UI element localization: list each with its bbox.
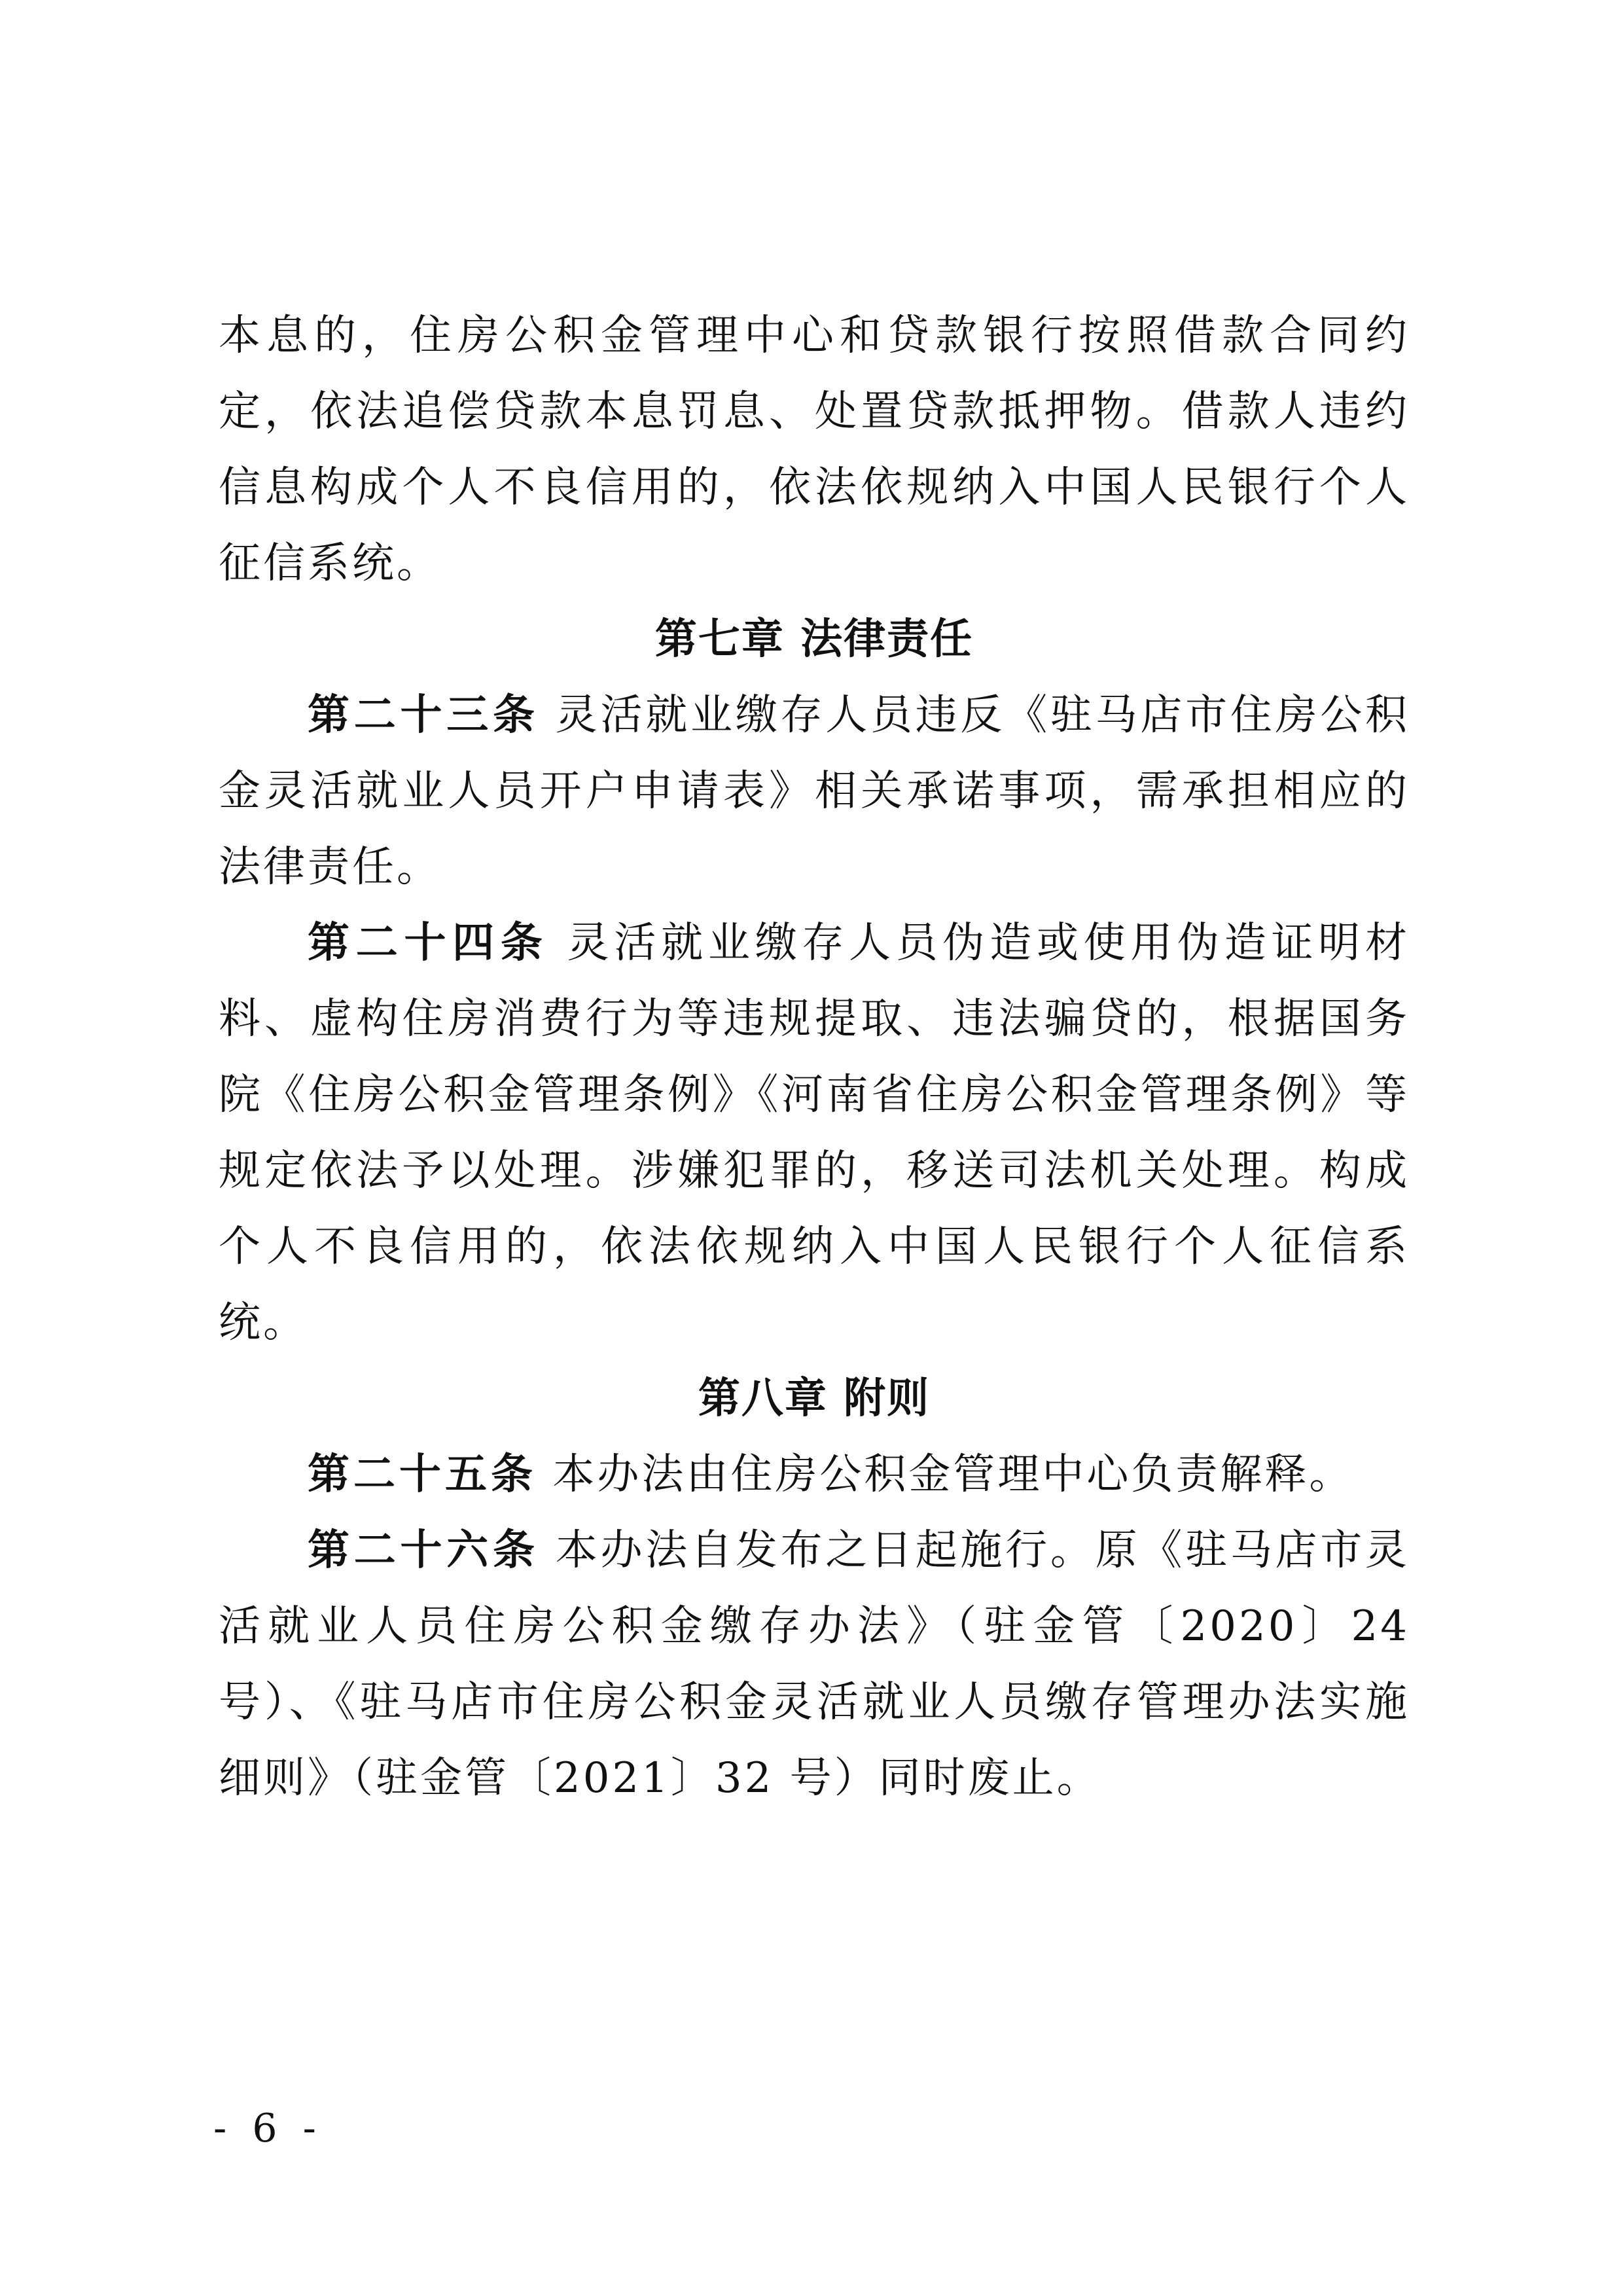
article-24-paragraph: [219, 905, 1410, 1361]
article-26-paragraph: [219, 1513, 1410, 1816]
article-26-label: 第二十六条: [308, 1526, 539, 1575]
article-23-text: 灵活就业缴存人员违反《驻马店市住房公积金灵活就业人员开户申请表》相关承诺事项，需承担相应的法律责任。: [219, 691, 1410, 891]
article-23-label: 第二十三条: [308, 691, 539, 740]
article-26-text: 本办法自发布之日起施行。原《驻马店市灵活就业人员住房公积金缴存办法》（驻金管〔2020〕24 号）、《驻马店市住房公积金灵活就业人员缴存管理办法实施细则》（驻金管〔2021〕32 号）同时废止。: [219, 1526, 1410, 1803]
article-24-text: 灵活就业缴存人员伪造或使用伪造证明材料、虚构住房消费行为等违规提取、违法骗贷的，根据国务院《住房公积金管理条例》《河南省住房公积金管理条例》等规定依法予以处理。涉嫌犯罪的，移送司法机关处理。构成个人不良信用的，依法依规纳入中国人民银行个人征信系统。: [219, 919, 1410, 1347]
document-body: [219, 298, 1410, 1816]
continuation-paragraph: 本息的，住房公积金管理中心和贷款银行按照借款合同约定，依法追偿贷款本息罚息、处置贷款抵押物。借款人违约信息构成个人不良信用的，依法依规纳入中国人民银行个人征信系统。: [219, 312, 1410, 588]
article-23-paragraph: [219, 677, 1410, 905]
article-25-text: 本办法由住房公积金管理中心负责解释。: [552, 1450, 1354, 1499]
article-24-label: 第二十四条: [308, 919, 549, 967]
article-25-paragraph: [219, 1437, 1410, 1513]
chapter-7-heading: 第七章 法律责任: [654, 615, 974, 664]
chapter-8-heading: 第八章 附则: [698, 1374, 931, 1423]
article-25-label: 第二十五条: [308, 1450, 537, 1499]
page-number: - 6 -: [213, 2106, 323, 2151]
